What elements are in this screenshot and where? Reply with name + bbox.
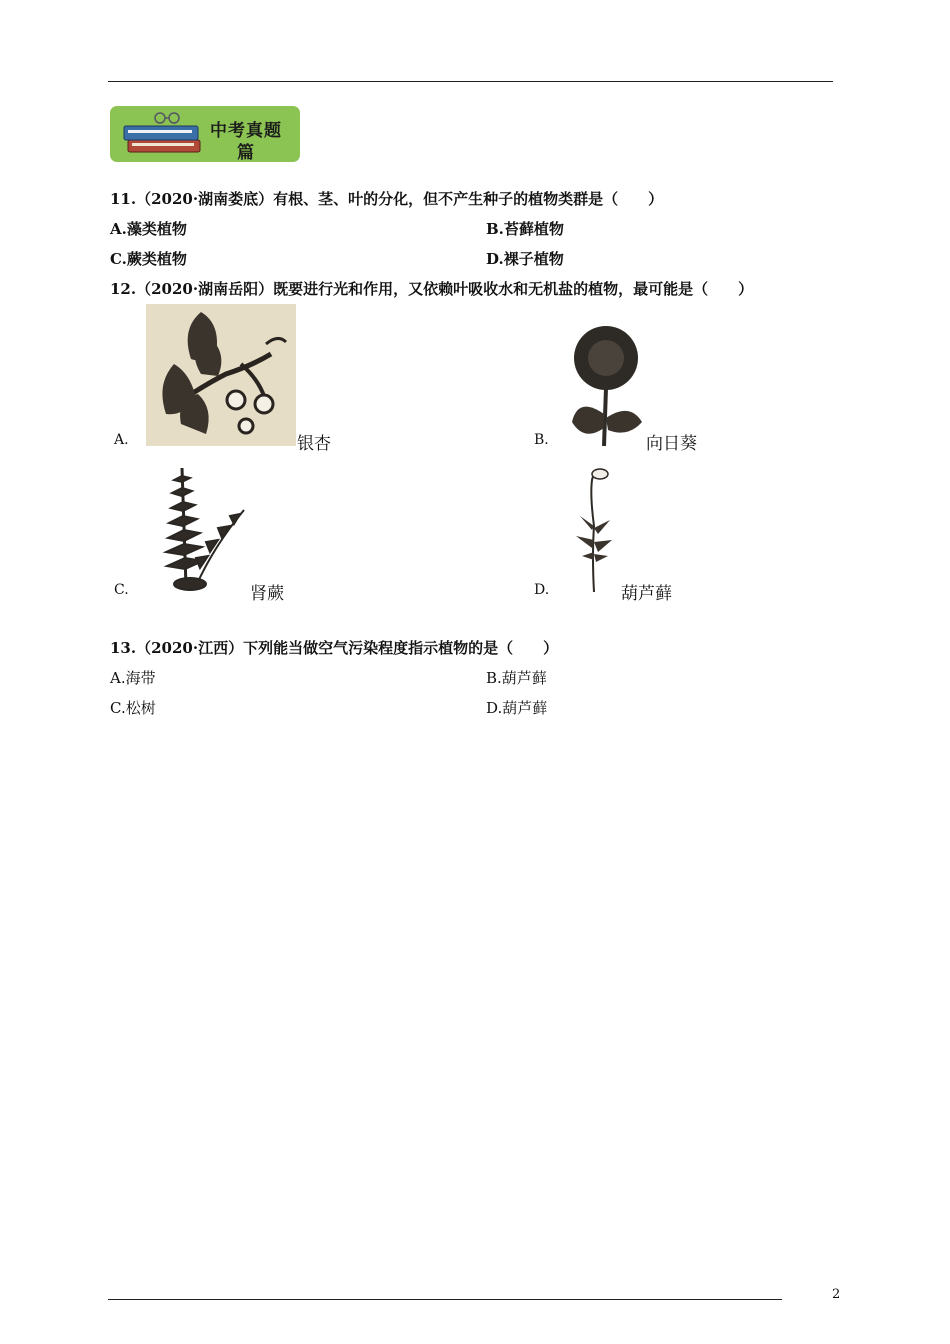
q11-option-a: A.藻类植物 [110, 220, 187, 238]
question-13-stem: 13.（2020·江西）下列能当做空气污染程度指示植物的是（ ） [110, 639, 559, 657]
q12-option-c-letter: C. [114, 582, 129, 598]
q12-option-b-label: 向日葵 [646, 434, 697, 454]
q12-option-d-letter: D. [534, 582, 550, 598]
q12-option-d-label: 葫芦藓 [621, 584, 672, 604]
q13-option-a: A.海带 [110, 669, 156, 687]
books-icon [118, 110, 208, 160]
section-badge [110, 106, 300, 162]
q12-option-a-label: 银杏 [297, 434, 331, 454]
header-rule [108, 81, 833, 82]
q12-option-c-label: 肾蕨 [250, 584, 284, 604]
q11-option-d: D.裸子植物 [486, 250, 564, 268]
q13-option-c: C.松树 [110, 699, 156, 717]
q12-option-a-letter: A. [114, 432, 129, 448]
q11-option-c: C.蕨类植物 [110, 250, 187, 268]
question-11-stem: 11.（2020·湖南娄底）有根、茎、叶的分化，但不产生种子的植物类群是（ ） [110, 190, 664, 208]
sunflower-illustration [570, 318, 644, 446]
q12-option-b-letter: B. [534, 432, 549, 448]
moss-illustration [570, 466, 616, 592]
question-12-stem: 12.（2020·湖南岳阳）既要进行光和作用，又依赖叶吸收水和无机盐的植物，最可能是（ ） [110, 280, 754, 298]
q13-option-d: D.葫芦藓 [486, 699, 548, 717]
q13-option-b: B.葫芦藓 [486, 669, 547, 687]
ginkgo-illustration [146, 304, 296, 446]
section-badge-title: 中考真题篇 [210, 121, 282, 163]
q11-option-b: B.苔藓植物 [486, 220, 564, 238]
page-number: 2 [832, 1287, 841, 1302]
fern-illustration [156, 466, 250, 592]
footer-rule [108, 1299, 782, 1300]
